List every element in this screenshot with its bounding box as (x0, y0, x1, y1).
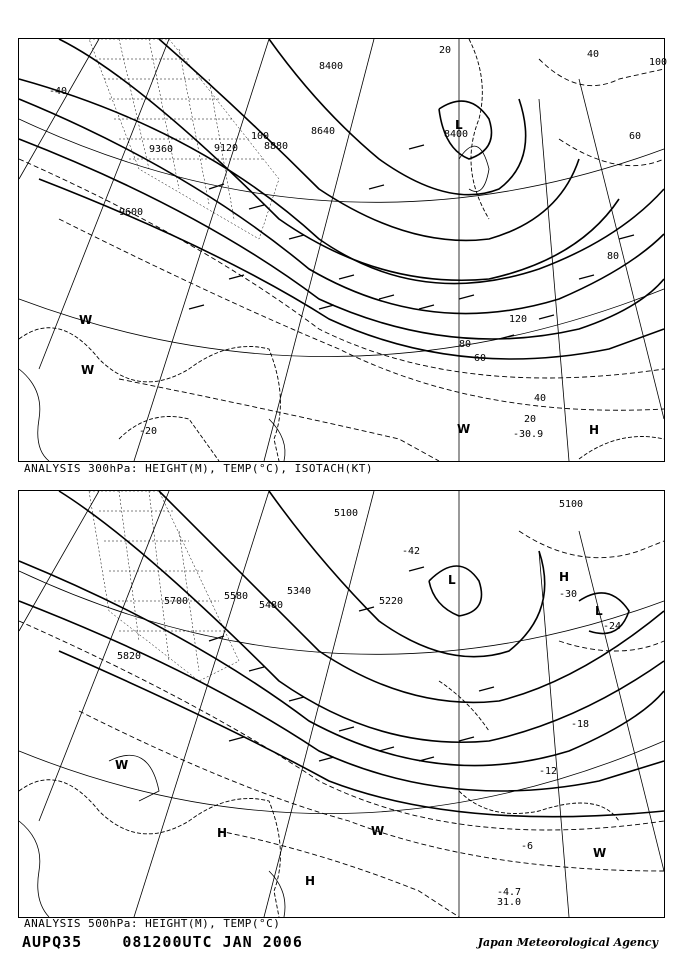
temp-label: -42 (402, 546, 421, 557)
temp-label: -18 (571, 719, 590, 730)
warm-center: W (593, 846, 607, 860)
station-value: -30.9 (513, 429, 544, 440)
isotach-label: 120 (509, 314, 528, 325)
hatched-area (89, 491, 239, 681)
height-label: 8400 (444, 129, 469, 140)
height-label: 5480 (259, 600, 284, 611)
temp-label: -24 (603, 621, 622, 632)
height-label: 8880 (264, 141, 289, 152)
product-code (22, 933, 303, 951)
high-center: H (305, 874, 316, 888)
map-300hpa-canvas (19, 39, 668, 461)
temp-label: -12 (539, 766, 558, 777)
height-label: 9360 (149, 144, 174, 155)
warm-center: W (81, 363, 95, 377)
height-label: 5100 (334, 508, 359, 519)
height-label: 5340 (287, 586, 312, 597)
isotach-label: 20 (524, 414, 537, 425)
map-300hpa (18, 38, 668, 462)
height-label: 9120 (214, 143, 239, 154)
temp-label: -30 (559, 589, 578, 600)
low-center: L (448, 573, 456, 587)
station-value: 31.0 (497, 897, 522, 908)
warm-center: W (371, 824, 385, 838)
low-center: L (455, 118, 463, 132)
height-label: 5580 (224, 591, 249, 602)
analysis-datetime: 081200UTC JAN 2006 (122, 933, 303, 951)
product-id: AUPQ35 (22, 933, 83, 951)
isotachs (19, 59, 664, 461)
high-center: H (217, 826, 228, 840)
isotach-label: 40 (534, 393, 547, 404)
isotach-label: 20 (439, 45, 452, 56)
isotach-label: 100 (251, 131, 270, 142)
wind-barbs (189, 145, 634, 339)
isotach-label: 80 (459, 339, 472, 350)
height-label: 5700 (164, 596, 189, 607)
warm-center: W (115, 758, 129, 772)
high-center: H (559, 570, 570, 584)
height-label: 9600 (119, 207, 144, 218)
caption-500hpa: ANALYSIS 500hPa: HEIGHT(M), TEMP(°C) (24, 917, 281, 930)
map-500hpa (18, 490, 665, 918)
coastline (19, 681, 619, 917)
height-contours (19, 39, 664, 359)
height-label: 5820 (117, 651, 142, 662)
warm-center: W (79, 313, 93, 327)
temp-label: -20 (139, 426, 158, 437)
warm-center: W (457, 422, 471, 436)
temp-label: -6 (521, 841, 534, 852)
caption-300hpa: ANALYSIS 300hPa: HEIGHT(M), TEMP(°C), ISOTACH(KT) (24, 462, 374, 475)
graticule (19, 39, 664, 461)
height-label: 5220 (379, 596, 404, 607)
station-value: -4.7 (497, 887, 522, 898)
height-label: 5100 (559, 499, 584, 510)
isotach-label: 60 (629, 131, 642, 142)
isotach-label: 80 (607, 251, 620, 262)
height-label: 8640 (311, 126, 336, 137)
isotach-label: 40 (587, 49, 600, 60)
low-center: L (595, 604, 603, 618)
height-label: 8400 (319, 61, 344, 72)
wind-barbs (209, 567, 494, 761)
isotach-label: 60 (474, 353, 487, 364)
coastline (19, 39, 664, 461)
map-500hpa-canvas (19, 491, 664, 917)
isotach-label: 100 (649, 57, 668, 68)
graticule (19, 491, 664, 917)
high-center: H (589, 423, 600, 437)
agency-name: Japan Meteorological Agency (477, 936, 658, 949)
temp-label: -40 (49, 86, 68, 97)
